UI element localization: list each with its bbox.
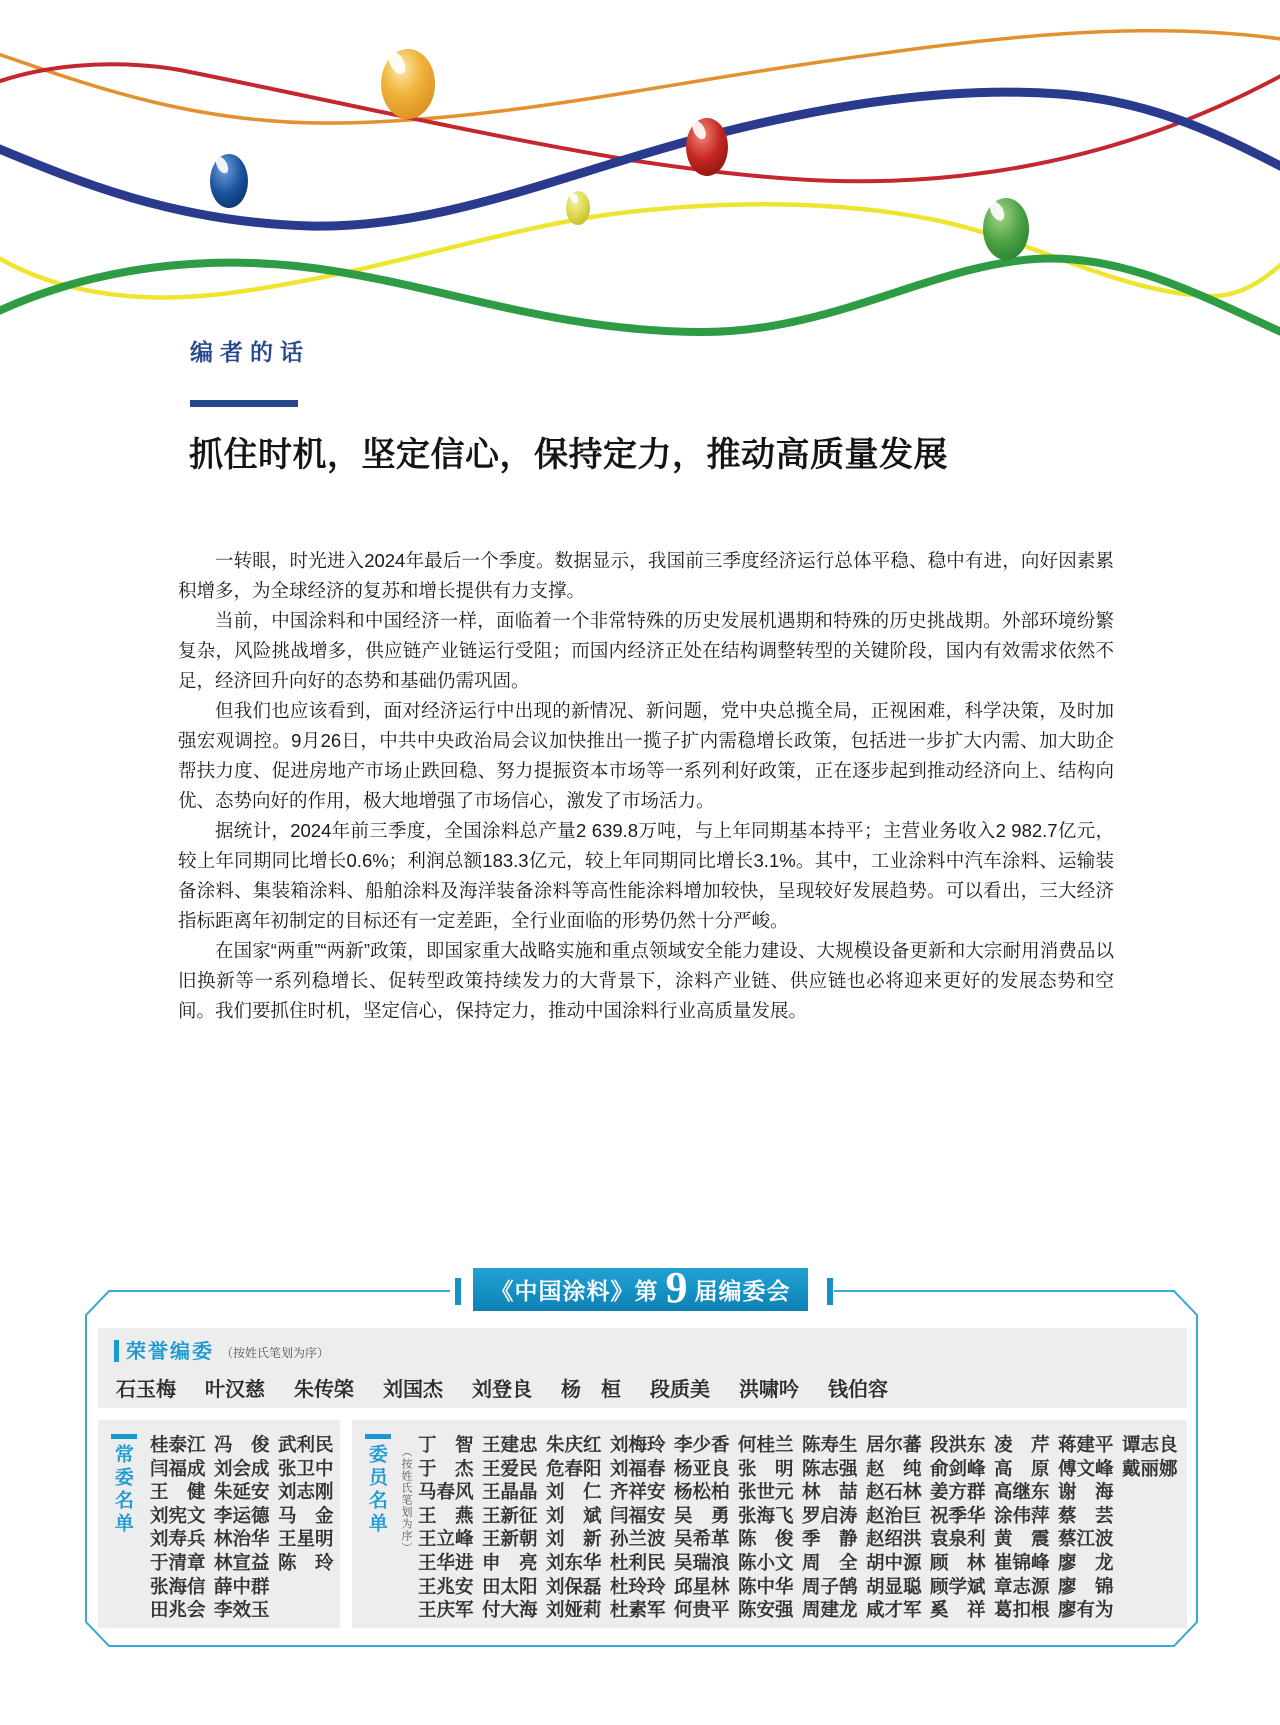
wave-navy <box>0 92 1280 226</box>
person-name: 杜利民 <box>610 1553 666 1574</box>
person-name: 闫福安 <box>610 1506 666 1527</box>
members-label-wrap <box>365 1434 391 1536</box>
editor-note-label: 编者的话 <box>190 339 310 365</box>
person-name: 陈寿生 <box>802 1436 858 1456</box>
person-name: 王爱民 <box>482 1459 538 1480</box>
person-name: 林 喆 <box>802 1483 858 1504</box>
honorary-panel <box>98 1328 1187 1408</box>
person-name: 张海飞 <box>738 1506 794 1527</box>
person-name: 陈安强 <box>738 1601 794 1622</box>
person-name: 王立峰 <box>418 1530 474 1551</box>
person-name: 胡显聪 <box>866 1577 922 1598</box>
person-name: 高继东 <box>994 1483 1050 1504</box>
person-name: 吴瑞浪 <box>674 1553 730 1574</box>
person-name: 季 静 <box>802 1530 858 1551</box>
person-name: 吴希革 <box>674 1530 730 1551</box>
person-name: 奚 祥 <box>930 1601 986 1622</box>
person-name: 刘 新 <box>546 1530 602 1551</box>
editorial-paragraph: 当前，中国涂料和中国经济一样，面临着一个非常特殊的历史发展机遇期和特殊的历史挑战期。外部环境纷繁复杂，风险挑战增多，供应链产业链运行受阻；而国内经济正处在结构调整转型的关键阶段，国内有效需求依然不足，经济回升向好的态势和基础仍需巩固。 <box>178 610 1114 691</box>
person-name: 吴 勇 <box>674 1506 730 1527</box>
banner-text-suffix: 届编委会 <box>694 1278 791 1304</box>
person-name: 杨亚良 <box>674 1459 730 1480</box>
person-name: 邱星林 <box>674 1577 730 1598</box>
person-name: 胡中源 <box>866 1553 922 1574</box>
honorary-name: 刘国杰 <box>383 1379 443 1401</box>
person-name: 刘东华 <box>546 1553 602 1574</box>
person-name: 付大海 <box>482 1601 538 1622</box>
person-name: 赵绍洪 <box>866 1530 922 1551</box>
person-name: 齐祥安 <box>610 1483 666 1504</box>
person-name: 武利民 <box>278 1436 334 1456</box>
person-name: 田太阳 <box>482 1577 538 1598</box>
person-name: 张世元 <box>738 1483 794 1504</box>
person-name: 王庆军 <box>418 1601 474 1622</box>
members-column <box>674 1435 731 1624</box>
honorary-label: 荣誉编委 <box>126 1341 214 1363</box>
members-column <box>802 1435 859 1624</box>
person-name: 陈志强 <box>802 1459 858 1480</box>
person-name: 陈中华 <box>738 1577 794 1598</box>
person-name: 申 亮 <box>482 1553 538 1574</box>
members-note: （按姓氏笔划为序） <box>400 1446 412 1554</box>
person-name: 顾学斌 <box>930 1577 986 1598</box>
person-name: 王星明 <box>278 1530 334 1551</box>
editorial-title: 抓住时机，坚定信心，保持定力，推动高质量发展 <box>189 436 948 474</box>
editorial-paragraph: 在国家“两重”“两新”政策，即国家重大战略实施和重点领域安全能力建设、大规模设备更新和大宗耐用消费品以旧换新等一系列稳增长、促转型政策持续发力的大背景下，涂料产业链、供应链也必将迎来更好的发展态势和空间。我们要抓住时机，坚定信心，保持定力，推动中国涂料行业高质量发展。 <box>178 940 1114 1021</box>
person-name: 周 全 <box>802 1553 858 1574</box>
person-name: 廖 龙 <box>1058 1553 1114 1574</box>
members-column <box>418 1435 475 1624</box>
members-column <box>546 1435 603 1624</box>
person-name: 居尔蕃 <box>866 1436 922 1456</box>
person-name: 蒋建平 <box>1058 1436 1114 1456</box>
banner-number: 9 <box>665 1262 688 1312</box>
members-column <box>930 1435 987 1624</box>
person-name: 杜素军 <box>610 1601 666 1622</box>
person-name: 王兆安 <box>418 1577 474 1598</box>
person-name: 涂伟萍 <box>994 1506 1050 1527</box>
person-name: 孙兰波 <box>610 1530 666 1551</box>
label-accent-bar <box>114 1340 119 1362</box>
standing-columns <box>150 1435 335 1624</box>
person-name: 凌 芹 <box>994 1436 1050 1456</box>
label-accent-bar <box>365 1434 391 1439</box>
members-columns <box>418 1435 1179 1624</box>
person-name: 周子鹄 <box>802 1577 858 1598</box>
members-column <box>610 1435 667 1624</box>
person-name: 姜方群 <box>930 1483 986 1504</box>
wave-orange <box>0 31 1280 123</box>
person-name: 葛扣根 <box>994 1601 1050 1622</box>
standing-label-wrap <box>111 1434 137 1536</box>
small-yellow-ball <box>566 191 590 225</box>
decorative-waves <box>0 0 1280 345</box>
members-column <box>1058 1435 1115 1624</box>
person-name: 于清章 <box>150 1553 206 1574</box>
person-name: 李运德 <box>214 1506 270 1527</box>
green-ball <box>983 198 1029 260</box>
honorary-name: 刘登良 <box>472 1379 532 1401</box>
person-name: 陈 俊 <box>738 1530 794 1551</box>
honorary-note: （按姓氏笔划为序） <box>221 1346 330 1360</box>
person-name: 戴丽娜 <box>1122 1459 1178 1480</box>
person-name: 王建忠 <box>482 1436 538 1456</box>
person-name: 刘保磊 <box>546 1577 602 1598</box>
person-name: 张 明 <box>738 1459 794 1480</box>
standing-column <box>214 1435 271 1624</box>
honorary-label-row <box>98 1328 1187 1362</box>
person-name: 张卫中 <box>278 1459 334 1480</box>
person-name: 刘会成 <box>214 1459 270 1480</box>
person-name: 王 燕 <box>418 1506 474 1527</box>
honorary-name: 叶汉慈 <box>205 1379 265 1401</box>
person-name: 蔡江波 <box>1058 1530 1114 1551</box>
members-column <box>866 1435 923 1624</box>
person-name: 刘 仁 <box>546 1483 602 1504</box>
person-name: 赵 纯 <box>866 1459 922 1480</box>
person-name: 崔锦峰 <box>994 1553 1050 1574</box>
person-name: 咸才军 <box>866 1601 922 1622</box>
person-name: 朱庆红 <box>546 1436 602 1456</box>
blue-ball <box>210 154 248 208</box>
person-name: 刘寿兵 <box>150 1530 206 1551</box>
person-name: 王新朝 <box>482 1530 538 1551</box>
editorial-paragraph: 一转眼，时光进入2024年最后一个季度。数据显示，我国前三季度经济运行总体平稳、稳中有进，向好因素累积增多，为全球经济的复苏和增长提供有力支撑。 <box>178 550 1114 601</box>
members-column <box>738 1435 795 1624</box>
yellow-ball <box>381 49 435 119</box>
honorary-name: 钱伯容 <box>828 1379 888 1401</box>
person-name: 林治华 <box>214 1530 270 1551</box>
person-name: 段洪东 <box>930 1436 986 1456</box>
wave-yellow <box>0 204 1280 297</box>
person-name: 高 原 <box>994 1459 1050 1480</box>
editor-note-underline <box>190 400 298 407</box>
person-name: 谢 海 <box>1058 1483 1114 1504</box>
honorary-name: 段质美 <box>650 1379 710 1401</box>
board-banner <box>473 1262 808 1312</box>
person-name: 杜玲玲 <box>610 1577 666 1598</box>
person-name: 黄 震 <box>994 1530 1050 1551</box>
standing-column <box>150 1435 207 1624</box>
person-name: 王晶晶 <box>482 1483 538 1504</box>
person-name: 于 杰 <box>418 1459 474 1480</box>
person-name: 刘志刚 <box>278 1483 334 1504</box>
person-name: 王新征 <box>482 1506 538 1527</box>
standing-label: 常委名单 <box>111 1444 133 1536</box>
person-name: 廖 锦 <box>1058 1577 1114 1598</box>
banner-text-prefix: 《中国涂料》第 <box>490 1278 659 1304</box>
person-name: 田兆会 <box>150 1601 206 1622</box>
person-name: 刘福春 <box>610 1459 666 1480</box>
person-name: 蔡 芸 <box>1058 1506 1114 1527</box>
wave-red <box>0 64 1280 181</box>
members-column <box>994 1435 1051 1624</box>
honorary-name: 洪啸吟 <box>739 1379 799 1401</box>
person-name: 李少香 <box>674 1436 730 1456</box>
person-name: 周建龙 <box>802 1601 858 1622</box>
person-name: 张海信 <box>150 1577 206 1598</box>
person-name: 廖有为 <box>1058 1601 1114 1622</box>
person-name: 冯 俊 <box>214 1436 270 1456</box>
members-column <box>482 1435 539 1624</box>
person-name: 薛中群 <box>214 1577 270 1598</box>
person-name: 罗启涛 <box>802 1506 858 1527</box>
person-name: 闫福成 <box>150 1459 206 1480</box>
person-name: 章志源 <box>994 1577 1050 1598</box>
label-accent-bar <box>111 1434 137 1439</box>
person-name: 王 健 <box>150 1483 206 1504</box>
person-name: 马 金 <box>278 1506 334 1527</box>
editorial-paragraph: 但我们也应该看到，面对经济运行中出现的新情况、新问题，党中央总揽全局，正视困难，科学决策，及时加强宏观调控。9月26日，中共中央政治局会议加快推出一揽子扩内需稳增长政策，包括进一步扩大内需、加大助企帮扶力度、促进房地产市场止跌回稳、努力提振资本市场等一系列利好政策，正在逐步起到推动经济向上、结构向优、态势向好的作用，极大地增强了市场信心，激发了市场活力。 <box>178 700 1114 811</box>
person-name: 丁 智 <box>418 1436 474 1456</box>
person-name: 赵治巨 <box>866 1506 922 1527</box>
standing-committee-panel <box>98 1420 340 1628</box>
person-name: 祝季华 <box>930 1506 986 1527</box>
honorary-name: 杨 桓 <box>561 1379 621 1401</box>
person-name: 刘 斌 <box>546 1506 602 1527</box>
person-name: 陈 玲 <box>278 1553 334 1574</box>
person-name: 谭志良 <box>1122 1436 1178 1456</box>
person-name: 赵石林 <box>866 1483 922 1504</box>
person-name: 马春风 <box>418 1483 474 1504</box>
members-column <box>1122 1435 1179 1624</box>
person-name: 俞剑峰 <box>930 1459 986 1480</box>
person-name: 陈小文 <box>738 1553 794 1574</box>
members-label: 委员名单 <box>365 1444 387 1536</box>
person-name: 危春阳 <box>546 1459 602 1480</box>
person-name: 何桂兰 <box>738 1436 794 1456</box>
person-name: 刘宪文 <box>150 1506 206 1527</box>
honorary-names <box>98 1362 1187 1402</box>
person-name: 李效玉 <box>214 1601 270 1622</box>
standing-column <box>278 1435 335 1624</box>
person-name: 王华进 <box>418 1553 474 1574</box>
red-ball <box>686 118 728 176</box>
editorial-body <box>178 546 1114 1026</box>
person-name: 林宣益 <box>214 1553 270 1574</box>
person-name: 朱延安 <box>214 1483 270 1504</box>
person-name: 刘娅莉 <box>546 1601 602 1622</box>
members-committee-panel <box>352 1420 1187 1628</box>
honorary-name: 朱传棨 <box>294 1379 354 1401</box>
person-name: 袁泉利 <box>930 1530 986 1551</box>
honorary-name: 石玉梅 <box>116 1379 176 1401</box>
person-name: 何贵平 <box>674 1601 730 1622</box>
person-name: 傅文峰 <box>1058 1459 1114 1480</box>
editorial-paragraph: 据统计，2024年前三季度，全国涂料总产量2 639.8万吨，与上年同期基本持平；主营业务收入2 982.7亿元，较上年同期同比增长0.6%；利润总额183.3亿元，较上年同期同比增长3.1%。其中，工业涂料中汽车涂料、运输装备涂料、集装箱涂料、船舶涂料及海洋装备涂料等高性能涂料增加较快，呈现较好发展趋势。可以看出，三大经济指标距离年初制定的目标还有一定差距，全行业面临的形势仍然十分严峻。 <box>178 820 1114 931</box>
person-name: 刘梅玲 <box>610 1436 666 1456</box>
person-name: 桂泰江 <box>150 1436 206 1456</box>
person-name: 杨松柏 <box>674 1483 730 1504</box>
person-name: 顾 林 <box>930 1553 986 1574</box>
